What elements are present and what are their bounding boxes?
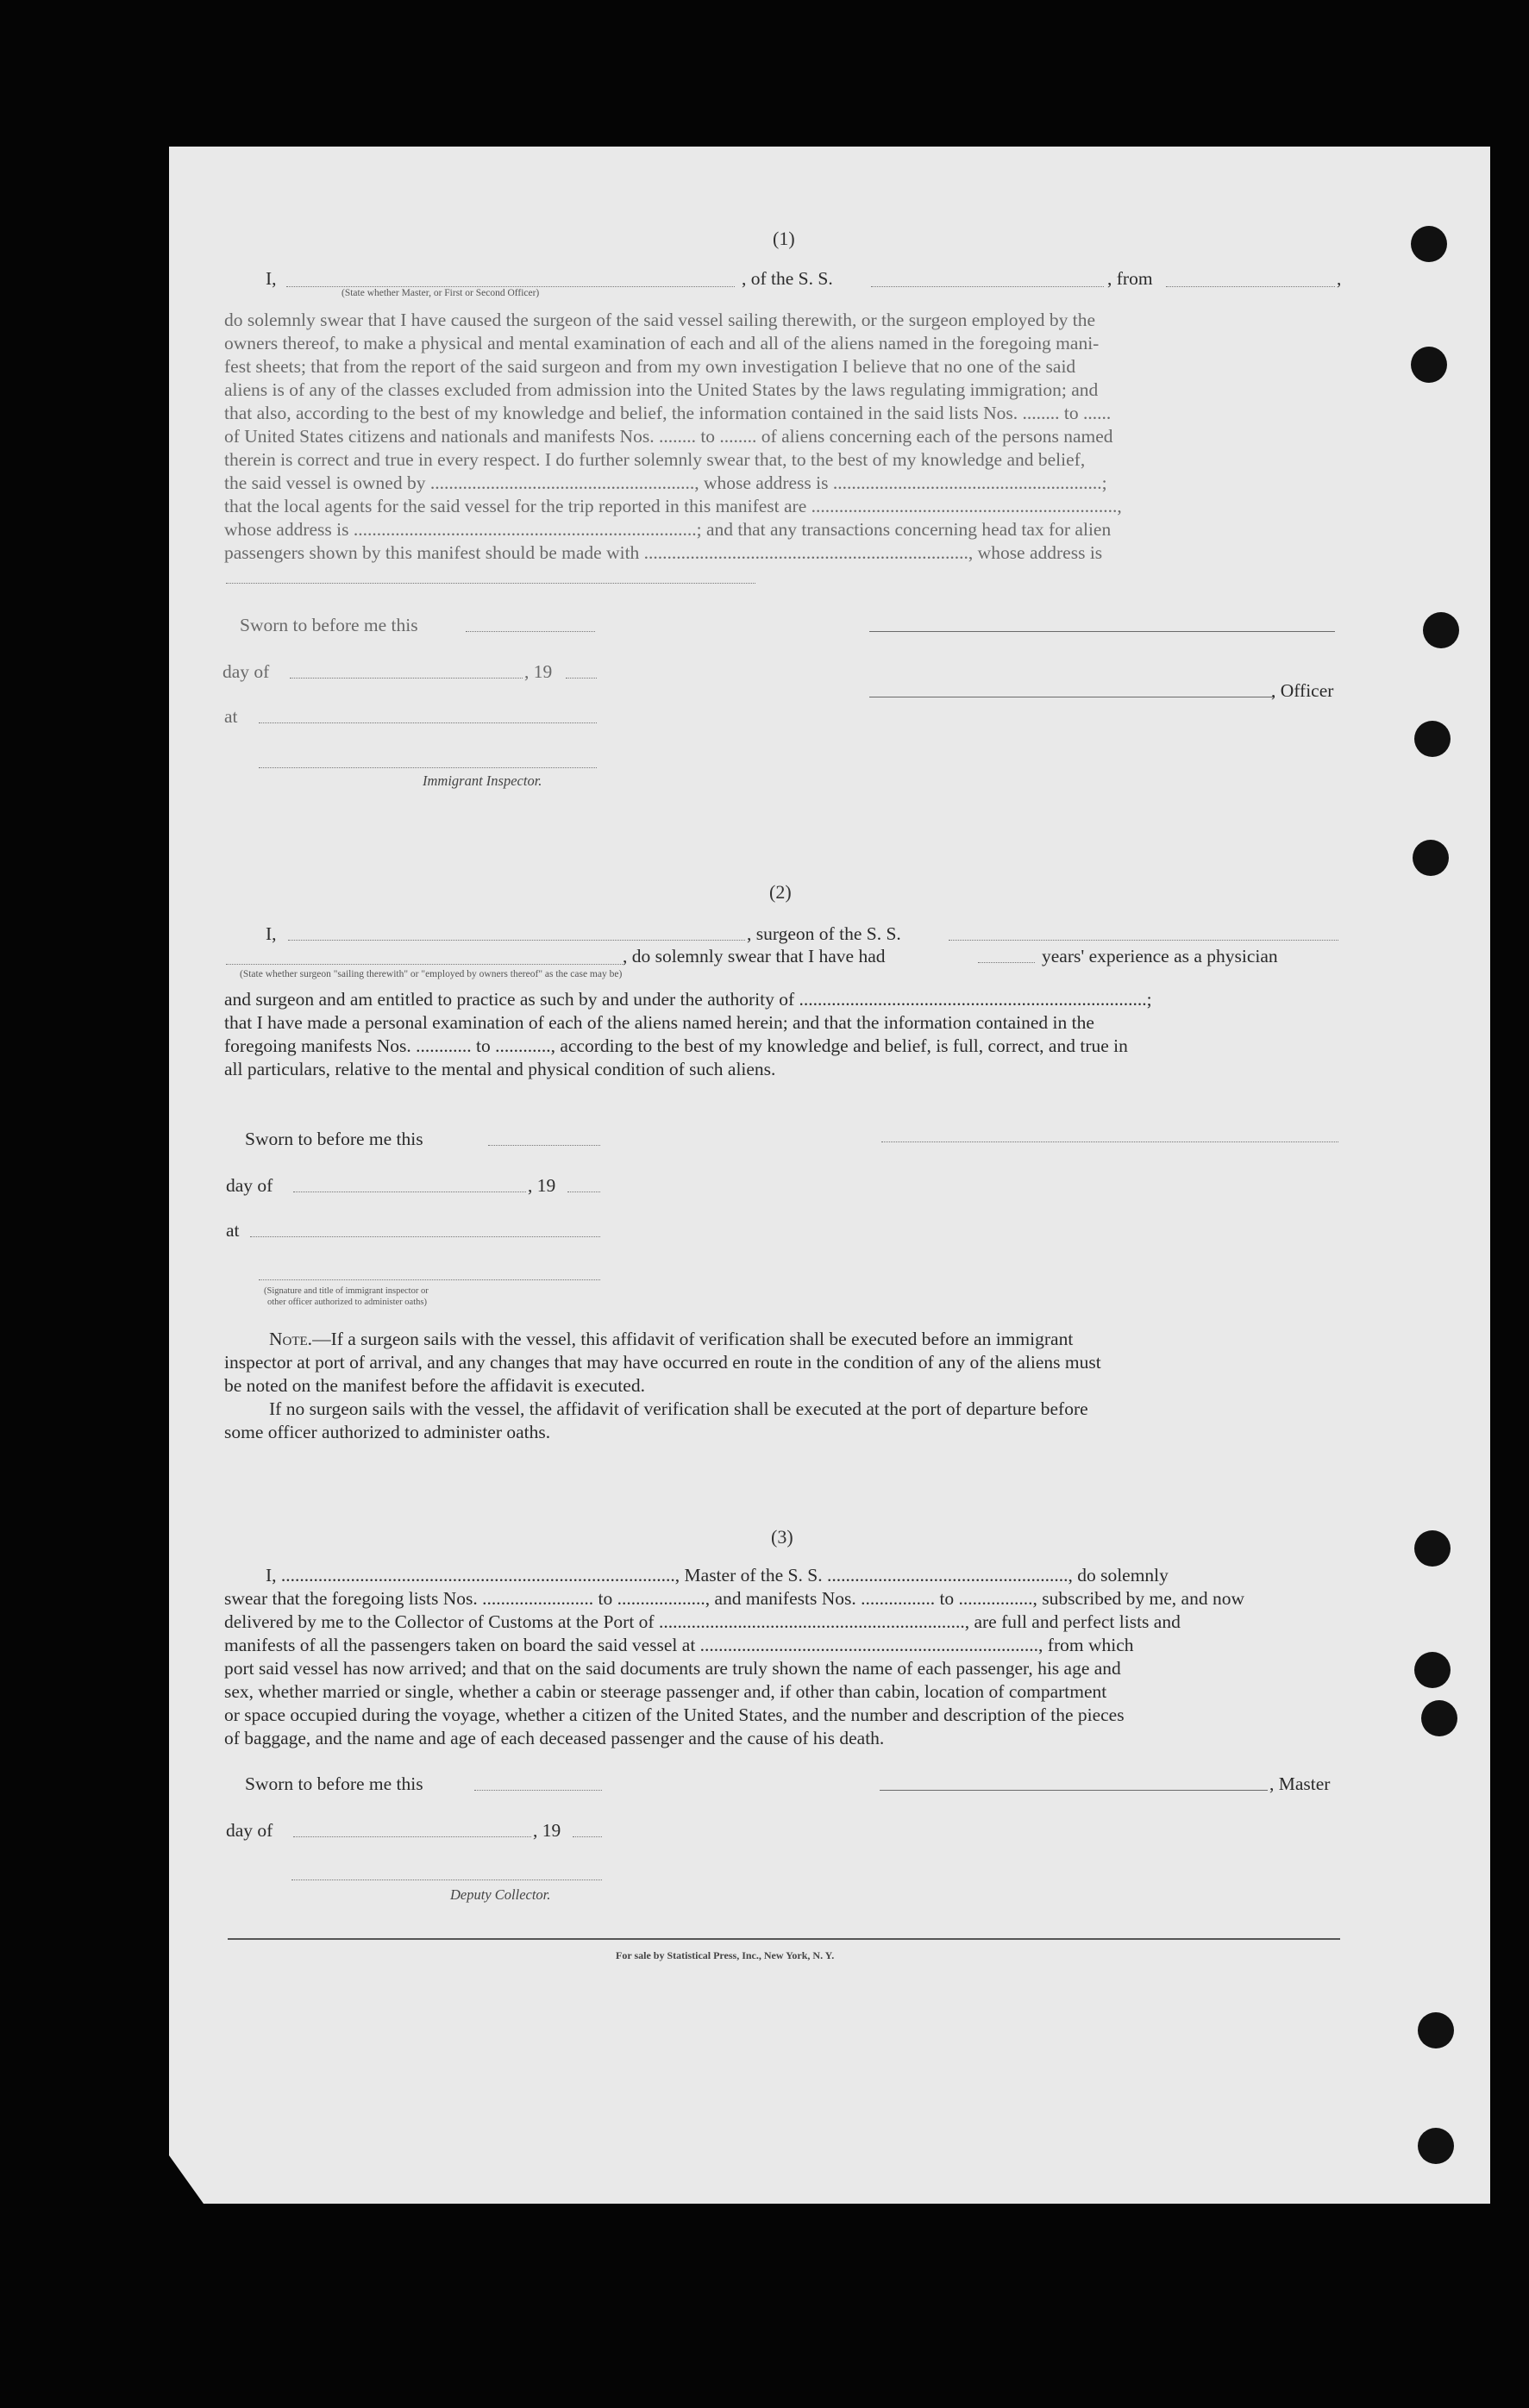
section-1-number: (1)	[773, 228, 795, 249]
day-of-field-1[interactable]	[290, 678, 523, 679]
master-label: , Master	[1269, 1773, 1331, 1794]
officer-signature-line[interactable]	[869, 631, 1335, 632]
para-line: manifests of all the passengers taken on board the said vessel at ........................................................................., from which	[224, 1635, 1134, 1655]
day-of-label-2: day of	[226, 1175, 273, 1196]
binder-hole-icon	[1414, 1530, 1451, 1567]
para-line: delivered by me to the Collector of Customs at the Port of .................................................................., are full and perfect lists and	[224, 1611, 1181, 1632]
note-line: If no surgeon sails with the vessel, the affidavit of verification shall be executed at the port of departure before	[269, 1398, 1088, 1419]
para-line: owners thereof, to make a physical and mental examination of each and all of the aliens named in the foregoing mani-	[224, 333, 1100, 353]
sworn-label-2: Sworn to before me this	[245, 1129, 423, 1149]
at-field-1[interactable]	[259, 722, 597, 723]
footer-rule	[228, 1938, 1340, 1940]
para-line: swear that the foregoing lists Nos. ........................ to ..................., and manifests Nos. ................ to ................, subscribed by me, and now	[224, 1588, 1244, 1609]
sworn-label-3: Sworn to before me this	[245, 1773, 423, 1794]
para-line: do solemnly swear that I have caused the surgeon of the said vessel sailing therewith, or the surgeon employed by the	[224, 310, 1096, 330]
para-line: the said vessel is owned by ........................................................., whose address is ..........................................................;	[224, 472, 1107, 493]
binder-hole-icon	[1413, 840, 1449, 876]
year-label-1: , 19	[524, 661, 553, 682]
para-line: of United States citizens and nationals and manifests Nos. ........ to ........ of aliens concerning each of the persons named	[224, 426, 1113, 447]
note-line: be noted on the manifest before the affidavit is executed.	[224, 1375, 645, 1396]
para-line: passengers shown by this manifest should be made with ......................................................................, whose address is	[224, 542, 1103, 563]
para-line: all particulars, relative to the mental and physical condition of such aliens.	[224, 1059, 776, 1079]
binder-hole-icon	[1418, 2012, 1454, 2048]
authorized-signature-field[interactable]	[259, 1279, 600, 1280]
sig-caption-line-2: other officer authorized to administer oaths)	[267, 1298, 427, 1307]
day-of-field-3[interactable]	[293, 1836, 531, 1837]
day-of-label-1: day of	[222, 661, 270, 682]
year-field-1[interactable]	[566, 678, 597, 679]
surgeon-signature-field[interactable]	[881, 1141, 1338, 1142]
sworn-day-field-2[interactable]	[488, 1145, 600, 1146]
para-line: port said vessel has now arrived; and that on the said documents are truly shown the name of each passenger, his age and	[224, 1658, 1121, 1679]
line-end-comma: ,	[1337, 268, 1342, 289]
master-signature-line[interactable]	[880, 1790, 1268, 1791]
day-of-field-2[interactable]	[293, 1191, 526, 1192]
surgeon-ss-label: , surgeon of the S. S.	[747, 923, 901, 944]
officer-rank-field[interactable]	[286, 286, 735, 287]
vessel-name-field[interactable]	[871, 286, 1104, 287]
para-line: fest sheets; that from the report of the said surgeon and from my own investigation I believe that no one of the said	[224, 356, 1076, 377]
para-line: aliens is of any of the classes excluded from admission into the United States by the laws regulating immigration; and	[224, 379, 1099, 400]
para-line: whose address is ..........................................................................; and that any transactions concerning head tax for alien	[224, 519, 1112, 540]
surgeon-vessel-field[interactable]	[949, 940, 1338, 941]
note-line	[269, 1328, 1073, 1351]
sworn-day-field-3[interactable]	[474, 1790, 602, 1791]
surgeon-name-field[interactable]	[288, 940, 745, 941]
section-3-number: (3)	[771, 1526, 793, 1548]
binder-hole-icon	[1414, 721, 1451, 757]
officer-label: , Officer	[1271, 680, 1334, 701]
agent-address-field[interactable]	[226, 583, 755, 584]
years-field[interactable]	[978, 962, 1035, 963]
from-port-field[interactable]	[1166, 286, 1335, 287]
year-label-3: , 19	[533, 1820, 561, 1841]
torn-corner	[169, 2155, 204, 2204]
section-2-number: (2)	[769, 881, 792, 903]
para-line: that I have made a personal examination of each of the aliens named herein; and that the information contained in the	[224, 1012, 1094, 1033]
surgeon-type-field[interactable]	[226, 964, 623, 965]
from-label: , from	[1107, 268, 1153, 289]
para-line: therein is correct and true in every respect. I do further solemnly swear that, to the best of my knowledge and belief,	[224, 449, 1086, 470]
publisher-imprint: For sale by Statistical Press, Inc., New York, N. Y.	[616, 1949, 835, 1961]
sig-caption-line-1: (Signature and title of immigrant inspector or	[264, 1286, 429, 1296]
para-line: of baggage, and the name and age of each deceased passenger and the cause of his death.	[224, 1728, 885, 1748]
year-field-3[interactable]	[573, 1836, 602, 1837]
swear-label-2: , do solemnly swear that I have had	[623, 946, 886, 966]
sworn-day-field-1[interactable]	[466, 631, 595, 632]
at-field-2[interactable]	[250, 1236, 600, 1237]
inspector-caption: Immigrant Inspector.	[423, 772, 542, 789]
year-label-2: , 19	[528, 1175, 556, 1196]
note-heading: Note.	[269, 1329, 313, 1349]
para-line: sex, whether married or single, whether a cabin or steerage passenger and, if other than cabin, location of compartment	[224, 1681, 1107, 1702]
year-field-2[interactable]	[567, 1191, 600, 1192]
para-line: or space occupied during the voyage, whether a citizen of the United States, and the number and description of the pieces	[224, 1704, 1125, 1725]
binder-hole-icon	[1423, 612, 1459, 648]
binder-hole-icon	[1421, 1700, 1457, 1736]
binder-hole-icon	[1411, 347, 1447, 383]
note-line: inspector at port of arrival, and any changes that may have occurred en route in the condition of any of the aliens must	[224, 1352, 1101, 1373]
para-line: foregoing manifests Nos. ............ to ............, according to the best of my knowledge and belief, is full, correct, and true in	[224, 1035, 1128, 1056]
para-line: I, ....................................................................................., Master of the S. S. ...................................................., do solemnly	[266, 1565, 1169, 1586]
officer-rank-caption: (State whether Master, or First or Second Officer)	[342, 288, 540, 298]
at-label-1: at	[224, 706, 238, 727]
day-of-label-3: day of	[226, 1820, 273, 1841]
deputy-signature-field[interactable]	[291, 1879, 602, 1880]
surgeon-type-caption: (State whether surgeon "sailing therewith" or "employed by owners thereof" as the case may be)	[240, 969, 623, 979]
section-1-i: I,	[266, 268, 277, 289]
years-label: years' experience as a physician	[1042, 946, 1278, 966]
at-label-2: at	[226, 1220, 240, 1241]
binder-hole-icon	[1411, 226, 1447, 262]
of-ss-label: , of the S. S.	[742, 268, 833, 289]
inspector-signature-field[interactable]	[259, 767, 597, 768]
binder-hole-icon	[1418, 2128, 1454, 2164]
section-2-i: I,	[266, 923, 277, 944]
sworn-label-1: Sworn to before me this	[240, 615, 418, 635]
note-line: some officer authorized to administer oaths.	[224, 1422, 551, 1442]
deputy-caption: Deputy Collector.	[450, 1886, 551, 1903]
note-text: —If a surgeon sails with the vessel, this affidavit of verification shall be executed before an immigrant	[312, 1329, 1074, 1349]
para-line: that the local agents for the said vessel for the trip reported in this manifest are ..................................................................,	[224, 496, 1122, 516]
para-line: that also, according to the best of my knowledge and belief, the information contained in the said lists Nos. ........ to ......	[224, 403, 1112, 423]
binder-hole-icon	[1414, 1652, 1451, 1688]
para-line: and surgeon and am entitled to practice as such by and under the authority of ...........................................................................;	[224, 989, 1152, 1010]
